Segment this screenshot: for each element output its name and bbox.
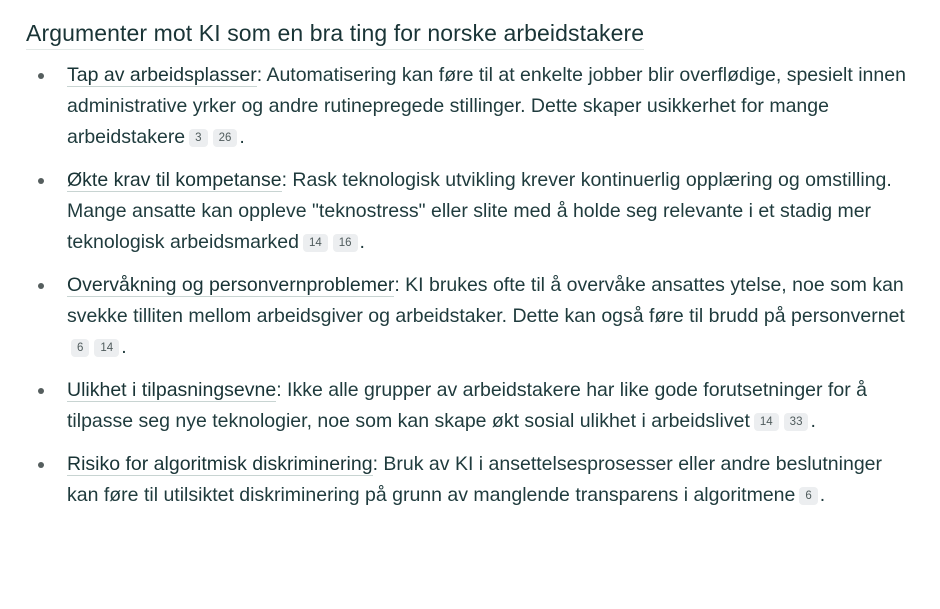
citation-badge[interactable]: 26 bbox=[213, 129, 238, 147]
term-link[interactable]: Økte krav til kompetanse bbox=[67, 169, 282, 191]
item-text: : Rask teknologisk utvikling krever kontinuerlig opplæring og omstilling. Mange ansatte kan oppleve "teknostress" eller slite med å holde seg relevante i et stadig mer teknologisk arbeidsmarked bbox=[67, 169, 892, 253]
term-link[interactable]: Risiko for algoritmisk diskriminering bbox=[67, 453, 373, 475]
citation-badge[interactable]: 33 bbox=[784, 413, 809, 431]
citation-badge[interactable]: 3 bbox=[189, 129, 207, 147]
section-heading-wrapper bbox=[26, 18, 644, 50]
list-item bbox=[26, 270, 940, 363]
list-item bbox=[26, 375, 940, 437]
citation-badge[interactable]: 14 bbox=[303, 234, 328, 252]
section-heading: Argumenter mot KI som en bra ting for norske arbeidstakere bbox=[26, 20, 645, 46]
citation-badge[interactable]: 16 bbox=[333, 234, 358, 252]
list-item bbox=[26, 165, 940, 258]
argument-list bbox=[26, 60, 940, 511]
bullet-icon bbox=[38, 283, 44, 289]
term-link[interactable]: Ulikhet i tilpasningsevne bbox=[67, 379, 277, 401]
citation-badge[interactable]: 14 bbox=[94, 339, 119, 357]
item-text: : Automatisering kan føre til at enkelte jobber blir overflødige, spesielt innen administrative yrker og andre rutinepregede stillinger. Dette skaper usikkerhet for mange arbeidstakere bbox=[67, 64, 906, 148]
item-text: : KI brukes ofte til å overvåke ansattes ytelse, noe som kan svekke tilliten mellom arbeidsgiver og arbeidstaker. Dette kan også føre til brudd på personvernet bbox=[67, 274, 905, 327]
item-text: : Bruk av KI i ansettelsesprosesser eller andre beslutninger kan føre til utilsiktet diskriminering på grunn av manglende transparens i algoritmene bbox=[67, 453, 883, 506]
list-item bbox=[26, 60, 940, 153]
item-text: : Ikke alle grupper av arbeidstakere har like gode forutsetninger for å tilpasse seg nye teknologier, noe som kan skape økt sosial ulikhet i arbeidslivet bbox=[67, 379, 867, 432]
citation-badge[interactable]: 6 bbox=[71, 339, 89, 357]
bullet-icon bbox=[38, 388, 44, 394]
item-end: . bbox=[121, 336, 127, 358]
term-link[interactable]: Overvåkning og personvernproblemer bbox=[67, 274, 395, 296]
item-end: . bbox=[819, 484, 826, 506]
item-end: . bbox=[810, 410, 816, 432]
term-link[interactable]: Tap av arbeidsplasser bbox=[67, 64, 257, 86]
item-end: . bbox=[359, 231, 365, 253]
citation-badge[interactable]: 6 bbox=[799, 487, 817, 505]
bullet-icon bbox=[38, 73, 44, 79]
citation-badge[interactable]: 14 bbox=[754, 413, 779, 431]
bullet-icon bbox=[38, 462, 44, 468]
list-item bbox=[26, 449, 940, 511]
bullet-icon bbox=[38, 178, 44, 184]
item-end: . bbox=[239, 126, 245, 148]
